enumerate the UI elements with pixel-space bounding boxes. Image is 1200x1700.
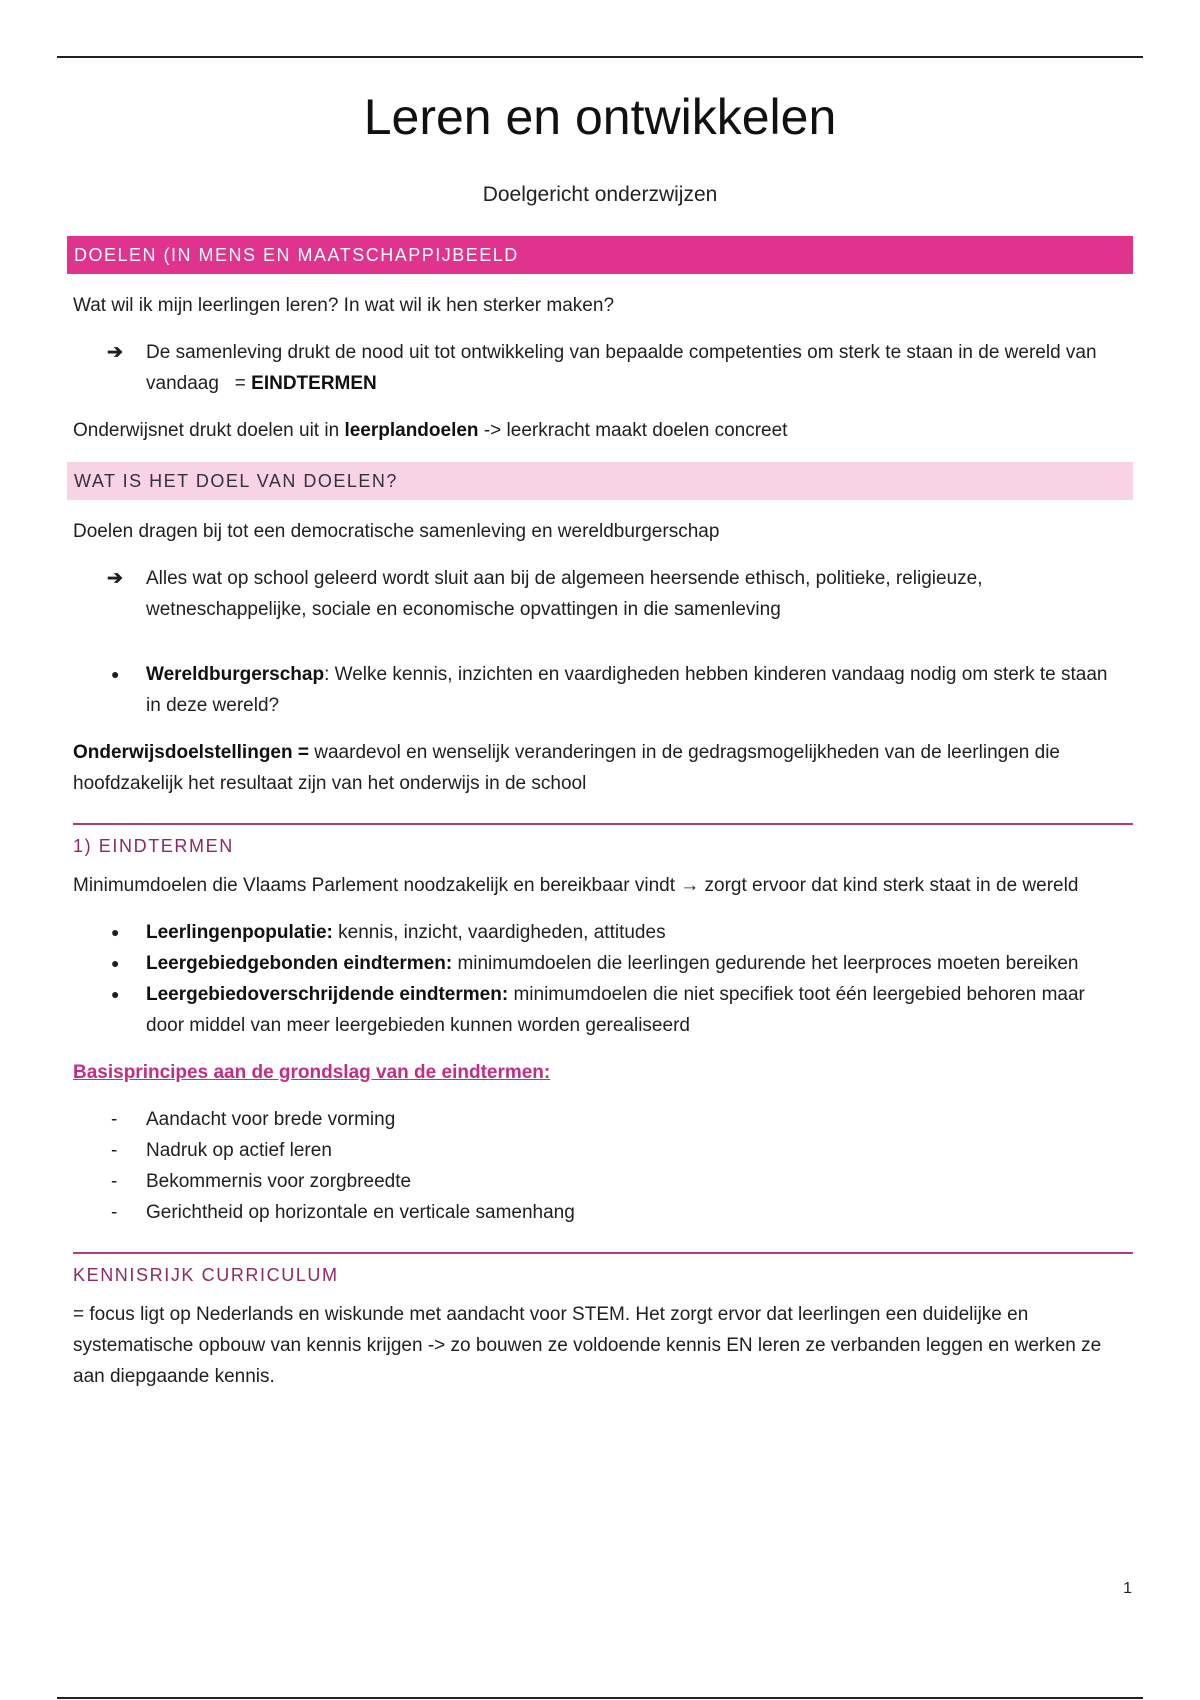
arrow-item-samenleving xyxy=(67,337,1133,399)
bullet-bold: Wereldburgerschap xyxy=(146,664,325,685)
footer-rule xyxy=(57,1697,1143,1699)
bullet-icon: ● xyxy=(111,666,120,682)
paragraph-minimumdoelen: Minimumdoelen die Vlaams Parlement noodzakelijk en bereikbaar vindt → zorgt ervoor dat kind sterk staat in de wereld xyxy=(73,875,1079,896)
net-bold: leerplandoelen xyxy=(344,420,479,441)
definition-term: Onderwijsdoelstellingen = xyxy=(73,742,309,763)
page-number: 1 xyxy=(1123,1580,1132,1597)
section-heading-doelen: DOELEN (IN MENS EN MAATSCHAPPIJBEELD xyxy=(67,236,1133,274)
list-item-text: Bekommernis voor zorgbreedte xyxy=(146,1171,412,1192)
page-title: Leren en ontwikkelen xyxy=(363,89,837,145)
list-item xyxy=(67,1197,1133,1228)
list-item xyxy=(67,1135,1133,1166)
paragraph-onderwijsdoelstellingen xyxy=(73,737,1127,799)
paragraph-kennisrijk: = focus ligt op Nederlands en wiskunde met aandacht voor STEM. Het zorgt ervor dat leerlingen een duidelijke en systematische opbouw van kennis krijgen -> zo bouwen ze voldoende kennis EN leren ze verbanden leggen en werken ze aan diepgaande kennis. xyxy=(73,1304,1102,1387)
list-item-bold: Leergebiedgebonden eindtermen: xyxy=(146,953,453,974)
dash-marker: - xyxy=(111,1140,118,1161)
list-item-text: minimumdoelen die niet specifiek toot één leergebied behoren maar door middel van meer leergebieden kunnen worden gerealiseerd xyxy=(146,984,1085,1036)
list-item-text: Gerichtheid op horizontale en verticale samenhang xyxy=(146,1202,575,1223)
section-rule xyxy=(73,823,1133,825)
bullet-icon: ● xyxy=(111,924,120,940)
bullet-text: : Welke kennis, inzichten en vaardigheden hebben kinderen vandaag nodig om sterk te staan in deze wereld? xyxy=(146,664,1108,716)
list-item xyxy=(67,917,1133,948)
section-heading-eindtermen: 1) EINDTERMEN xyxy=(73,836,234,856)
list-item-text: Aandacht voor brede vorming xyxy=(146,1109,396,1130)
list-item-text: minimumdoelen die leerlingen gedurende het leerproces moeten bereiken xyxy=(457,953,1079,974)
paragraph-onderwijsnet xyxy=(73,415,1127,446)
net-post: -> leerkracht maakt doelen concreet xyxy=(483,420,788,441)
dash-marker: - xyxy=(111,1171,118,1192)
net-pre: Onderwijsnet drukt doelen uit in xyxy=(73,420,340,441)
list-item xyxy=(67,948,1133,979)
header-rule xyxy=(57,56,1143,58)
arrow-icon: ➔ xyxy=(107,568,123,589)
bullet-icon: ● xyxy=(111,986,120,1002)
list-item xyxy=(67,1104,1133,1135)
list-item xyxy=(67,979,1133,1041)
equals-sign: = xyxy=(234,373,246,394)
arrow-item-alles xyxy=(67,563,1133,625)
section-heading-doel-van-doelen: WAT IS HET DOEL VAN DOELEN? xyxy=(67,462,1133,500)
page-subtitle: Doelgericht onderzwijzen xyxy=(482,183,718,206)
list-item-bold: Leergebiedoverschrijdende eindtermen: xyxy=(146,984,509,1005)
section-heading-kennisrijk: KENNISRIJK CURRICULUM xyxy=(73,1265,339,1285)
bullet-wereldburgerschap xyxy=(67,659,1133,721)
list-item xyxy=(67,1166,1133,1197)
section-rule xyxy=(73,1252,1133,1254)
arrow-item-text: De samenleving drukt de nood uit tot ontwikkeling van bepaalde competenties om sterk te staan in de wereld van vandaag xyxy=(146,342,1097,394)
paragraph-question: Wat wil ik mijn leerlingen leren? In wat wil ik hen sterker maken? xyxy=(73,295,615,316)
definition-text: waardevol en wenselijk veranderingen in de gedragsmogelijkheden van de leerlingen die hoofdzakelijk het resultaat zijn van het onderwijs in de school xyxy=(73,742,1060,794)
bullet-icon: ● xyxy=(111,955,120,971)
dash-marker: - xyxy=(111,1202,118,1223)
list-item-bold: Leerlingenpopulatie: xyxy=(146,922,333,943)
list-item-text: Nadruk op actief leren xyxy=(146,1140,332,1161)
paragraph-doelen-dragen: Doelen dragen bij tot een democratische samenleving en wereldburgerschap xyxy=(73,521,720,542)
basisprincipes-heading: Basisprincipes aan de grondslag van de eindtermen: xyxy=(73,1062,551,1083)
dash-marker: - xyxy=(111,1109,118,1130)
arrow-item-text: Alles wat op school geleerd wordt sluit aan bij de algemeen heersende ethisch, politieke, religieuze, wetneschappelijke, sociale en economische opvattingen in die samenleving xyxy=(146,568,983,620)
eindtermen-label: EINDTERMEN xyxy=(251,373,377,394)
arrow-icon: ➔ xyxy=(107,342,123,363)
list-item-text: kennis, inzicht, vaardigheden, attitudes xyxy=(338,922,666,943)
document-body xyxy=(67,236,1133,1392)
